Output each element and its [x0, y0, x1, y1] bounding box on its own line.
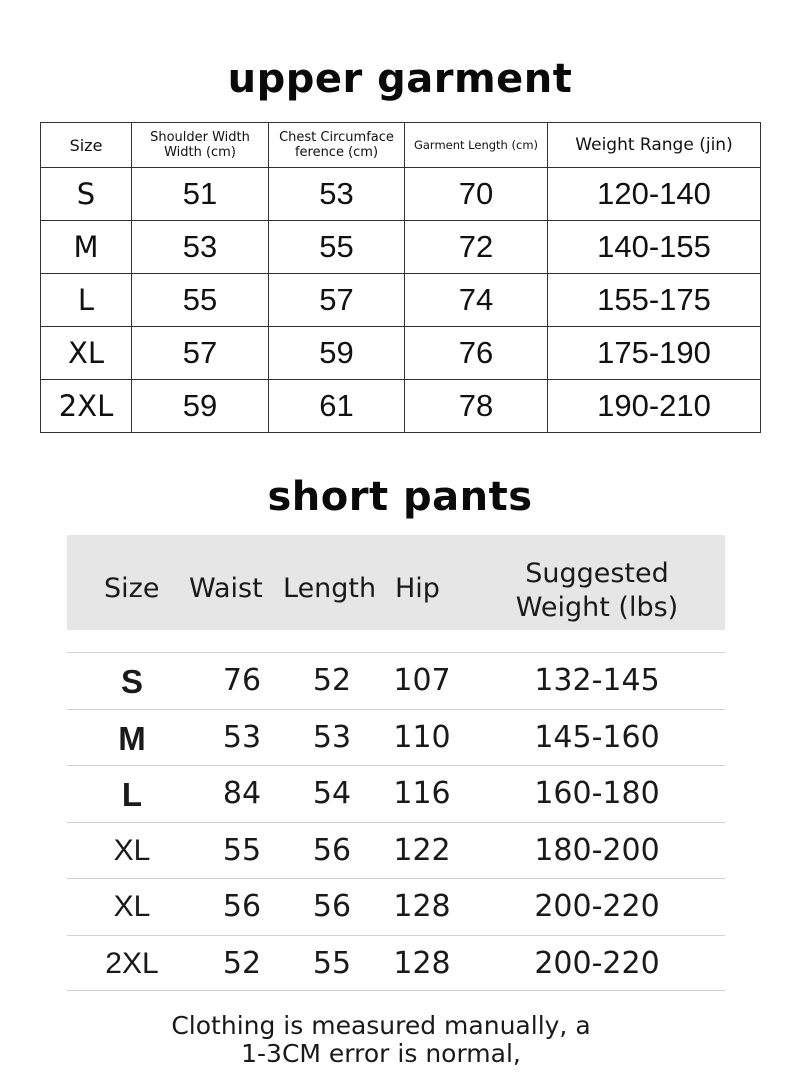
short-pants-title: short pants	[267, 474, 533, 520]
cell-weight: 200-220	[534, 945, 660, 981]
measurement-note: Clothing is measured manually, a 1-3CM error is normal,	[171, 1011, 591, 1068]
short-pants-size-table	[67, 652, 725, 991]
cell-size: M	[41, 221, 132, 274]
cell-waist: 84	[222, 776, 262, 811]
cell-chest: 57	[269, 274, 405, 327]
table-row	[41, 168, 761, 221]
cell-hip: 128	[393, 889, 451, 924]
cell-weight: 190-210	[548, 380, 761, 433]
cell-waist: 76	[222, 663, 262, 698]
header-waist: Waist	[189, 573, 263, 604]
cell-weight: 155-175	[548, 274, 761, 327]
cell-length: 70	[405, 168, 548, 221]
table-row	[67, 935, 725, 992]
cell-shoulder: 55	[132, 274, 269, 327]
cell-size: 2XL	[105, 946, 159, 980]
cell-length: 78	[405, 380, 548, 433]
cell-chest: 59	[269, 327, 405, 380]
cell-shoulder: 57	[132, 327, 269, 380]
cell-chest: 55	[269, 221, 405, 274]
cell-size: S	[120, 663, 143, 700]
cell-length: 76	[405, 327, 548, 380]
cell-weight: 145-160	[534, 719, 660, 755]
cell-hip: 128	[393, 945, 451, 981]
table-row	[41, 274, 761, 327]
cell-weight: 120-140	[548, 168, 761, 221]
header-shoulder-width: Shoulder Width Width (cm)	[132, 123, 269, 168]
header-hip: Hip	[395, 573, 440, 604]
cell-hip: 116	[393, 776, 451, 811]
header-size: Size	[41, 123, 132, 168]
cell-length: 52	[312, 663, 352, 698]
short-pants-header	[67, 535, 725, 630]
cell-weight: 132-145	[534, 663, 660, 698]
cell-waist: 52	[222, 945, 262, 981]
table-row	[67, 709, 725, 766]
cell-size: L	[41, 274, 132, 327]
cell-weight: 175-190	[548, 327, 761, 380]
cell-shoulder: 59	[132, 380, 269, 433]
header-weight-range: Weight Range (jin)	[548, 123, 761, 168]
cell-size: 2XL	[41, 380, 132, 433]
upper-garment-size-table	[40, 122, 761, 433]
header-size: Size	[104, 573, 160, 604]
cell-length: 56	[312, 832, 352, 868]
cell-length: 55	[312, 945, 352, 981]
header-suggested-weight: Suggested Weight (lbs)	[515, 558, 679, 623]
upper-header-row	[41, 123, 761, 168]
header-length: Length	[283, 573, 377, 604]
cell-length: 56	[312, 889, 352, 924]
table-row	[67, 878, 725, 935]
cell-weight: 160-180	[534, 776, 660, 811]
cell-size: XL	[113, 833, 151, 867]
cell-shoulder: 53	[132, 221, 269, 274]
cell-length: 54	[312, 776, 352, 811]
cell-size: M	[118, 719, 146, 757]
cell-size: S	[41, 168, 132, 221]
upper-garment-title: upper garment	[227, 56, 573, 102]
table-row	[67, 822, 725, 879]
cell-waist: 53	[222, 719, 262, 755]
cell-waist: 55	[222, 832, 262, 868]
cell-shoulder: 51	[132, 168, 269, 221]
cell-weight: 140-155	[548, 221, 761, 274]
cell-weight: 200-220	[534, 889, 660, 924]
table-row	[41, 221, 761, 274]
header-chest-circumference: Chest Circumface ference (cm)	[269, 123, 405, 168]
table-row	[67, 652, 725, 709]
cell-length: 72	[405, 221, 548, 274]
table-row	[41, 327, 761, 380]
cell-chest: 53	[269, 168, 405, 221]
cell-size: XL	[41, 327, 132, 380]
cell-hip: 110	[393, 719, 451, 755]
cell-waist: 56	[222, 889, 262, 924]
header-garment-length: Garment Length (cm)	[405, 123, 548, 168]
cell-length: 53	[312, 719, 352, 755]
cell-size: L	[121, 776, 143, 813]
cell-hip: 122	[393, 832, 451, 868]
cell-length: 74	[405, 274, 548, 327]
cell-weight: 180-200	[534, 832, 660, 868]
table-row	[67, 765, 725, 822]
cell-size: XL	[113, 890, 151, 923]
cell-chest: 61	[269, 380, 405, 433]
table-row	[41, 380, 761, 433]
cell-hip: 107	[393, 663, 451, 698]
